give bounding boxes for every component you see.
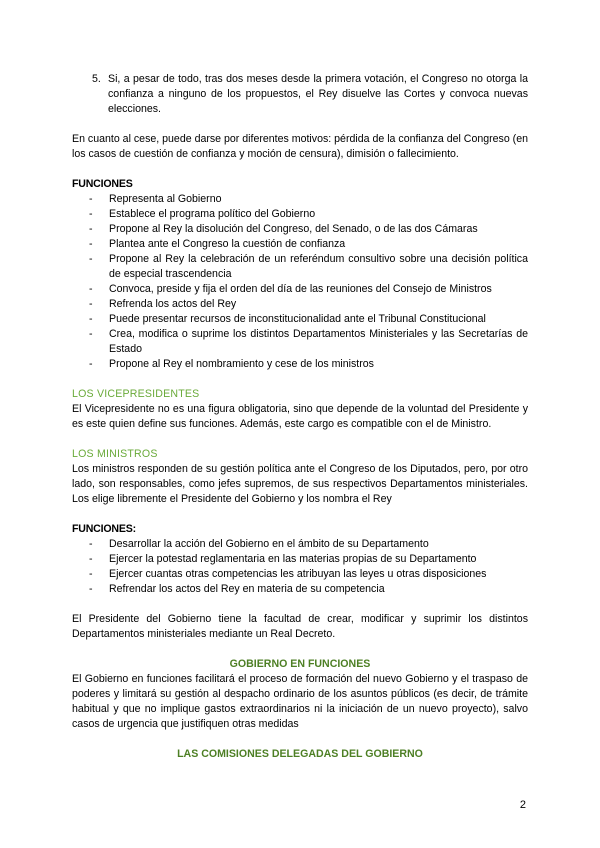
list-item: - Propone al Rey la celebración de un referéndum consultivo sobre una decisión política de especial trascendencia — [89, 253, 528, 280]
list-item: - Refrendar los actos del Rey en materia de su competencia — [89, 583, 385, 595]
list-item: - Plantea ante el Congreso la cuestión de confianza — [89, 238, 346, 250]
ministros-heading: LOS MINISTROS — [72, 448, 158, 460]
list-item: - Crea, modifica o suprime los distintos Departamentos Ministeriales y las Secretarías de Estado — [89, 328, 528, 355]
document-page — [72, 72, 528, 762]
funciones-list — [72, 192, 528, 372]
cese-paragraph: En cuanto al cese, puede darse por diferentes motivos: pérdida de la confianza del Congreso (en los casos de cuestión de confianza y moción de censura), dimisión o fallecimiento. — [72, 133, 528, 160]
list-item: - Ejercer cuantas otras competencias les atribuyan las leyes u otras disposiciones — [89, 568, 487, 580]
numbered-item — [92, 72, 528, 117]
item-text: Si, a pesar de todo, tras dos meses desde la primera votación, el Congreso no otorga la confianza a ninguno de los propuestos, el Rey disuelve las Cortes y convoca nuevas elecciones. — [108, 73, 528, 115]
ministros-text: Los ministros responden de su gestión política ante el Congreso de los Diputados, pero, por otro lado, son responsables, como jefes supremos, de sus respectivos Departamentos ministeriales. Los elige libremente el Presidente del Gobierno y los nombra el Rey — [72, 463, 528, 505]
gobierno-funciones-text: El Gobierno en funciones facilitará el proceso de formación del nuevo Gobierno y el traspaso de poderes y limitará su gestión al despacho ordinario de los asuntos públicos (es decir, de trámite habitual y que no implique gastos extraordinarios ni la iniciación de un nuevo proyecto), salvo casos de urgencia que justifiquen otras medidas — [72, 673, 528, 730]
vicepresidentes-heading: LOS VICEPRESIDENTES — [72, 388, 200, 400]
comisiones-heading: LAS COMISIONES DELEGADAS DEL GOBIERNO — [177, 748, 423, 760]
gobierno-funciones-heading: GOBIERNO EN FUNCIONES — [229, 658, 371, 670]
funciones-heading: FUNCIONES — [72, 178, 133, 190]
list-item: - Ejercer la potestad reglamentaria en las materias propias de su Departamento — [89, 553, 477, 565]
item-number: 5. — [92, 73, 101, 85]
list-item: - Establece el programa político del Gobierno — [89, 208, 316, 220]
list-item: - Desarrollar la acción del Gobierno en el ámbito de su Departamento — [89, 538, 429, 550]
funciones-ministros-list — [72, 537, 528, 597]
presidente-facultad-text: El Presidente del Gobierno tiene la facultad de crear, modificar y suprimir los distintos Departamentos ministeriales mediante un Real Decreto. — [72, 613, 528, 640]
vicepresidentes-text: El Vicepresidente no es una figura obligatoria, sino que depende de la voluntad del Presidente y es este quien define sus funciones. Además, este cargo es compatible con el de Ministro. — [72, 403, 528, 430]
list-item: - Puede presentar recursos de inconstitucionalidad ante el Tribunal Constitucional — [89, 313, 486, 325]
list-item: - Propone al Rey el nombramiento y cese de los ministros — [89, 358, 374, 370]
list-item: - Convoca, preside y fija el orden del día de las reuniones del Consejo de Ministros — [89, 283, 492, 295]
list-item: - Representa al Gobierno — [89, 193, 222, 205]
list-item: - Refrenda los actos del Rey — [89, 298, 237, 310]
list-item: - Propone al Rey la disolución del Congreso, del Senado, o de las dos Cámaras — [89, 223, 478, 235]
funciones-ministros-heading: FUNCIONES: — [72, 523, 136, 535]
page-number: 2 — [519, 799, 526, 811]
